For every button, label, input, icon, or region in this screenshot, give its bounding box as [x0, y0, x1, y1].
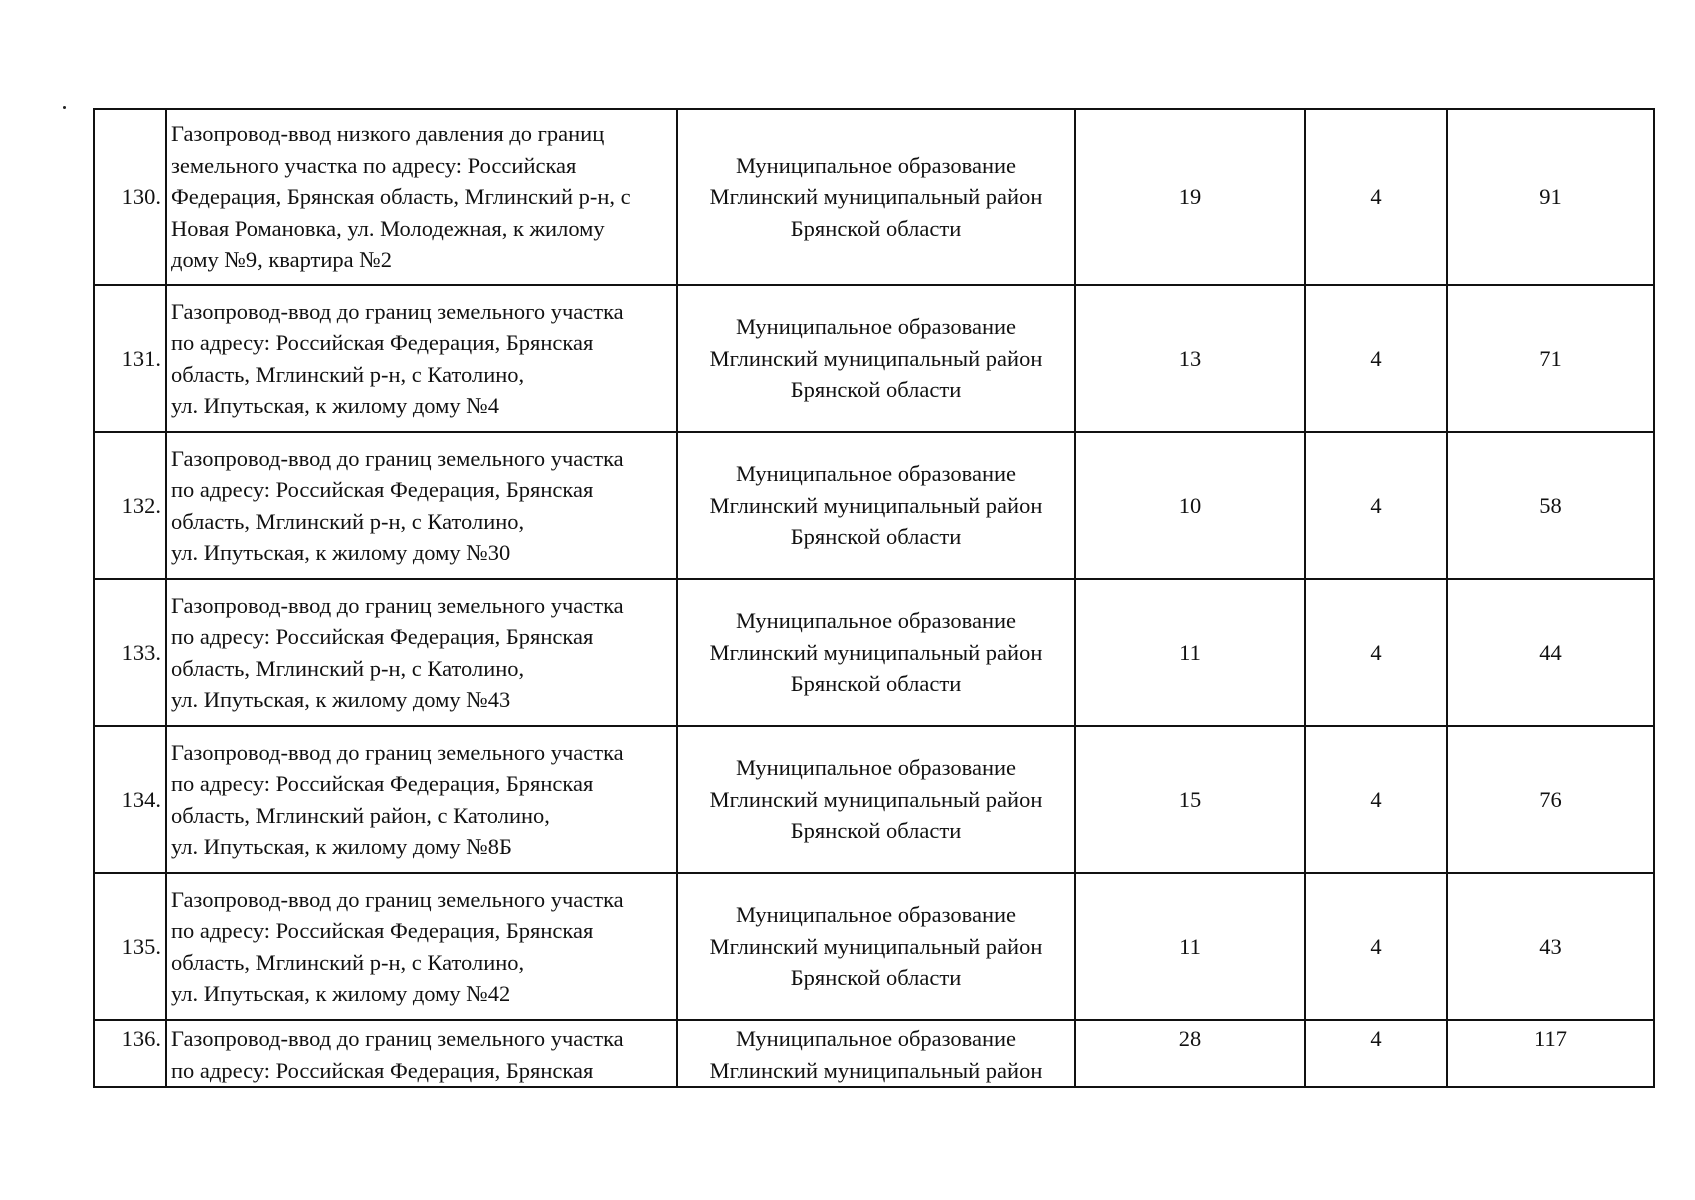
object-name-line: Газопровод-ввод низкого давления до границ [171, 121, 605, 147]
owner-line: Мглинский муниципальный район [709, 933, 1043, 959]
owner-cell [677, 109, 1075, 285]
row-number: 130. [94, 109, 166, 285]
owner-line: Муниципальное образование [735, 755, 1017, 781]
table-row [94, 432, 1654, 579]
owner-line: Муниципальное образование [735, 1026, 1017, 1051]
object-name-line: ул. Ипутьская, к жилому дому №4 [171, 393, 499, 418]
object-name-cell [166, 109, 677, 285]
object-name-line: ул. Ипутьская, к жилому дому №30 [171, 540, 511, 565]
value-2-cell: 4 [1305, 726, 1447, 873]
owner-line: Брянской области [790, 215, 962, 241]
value-2-cell: 4 [1305, 873, 1447, 1020]
object-name-line: по адресу: Российская Федерация, Брянская [171, 1057, 594, 1083]
gas-pipeline-registry-table [93, 108, 1655, 1088]
owner-line: Муниципальное образование [735, 902, 1017, 928]
row-number: 134. [94, 726, 166, 873]
value-3-cell: 76 [1447, 726, 1654, 873]
object-name-cell [166, 579, 677, 726]
object-name-cell [166, 1020, 677, 1087]
owner-cell [677, 285, 1075, 432]
object-name-line: область, Мглинский район, с Католино, [171, 802, 550, 828]
owner-line: Муниципальное образование [735, 314, 1017, 340]
row-number: 136. [94, 1020, 166, 1087]
object-name-line: Федерация, Брянская область, Мглинский р-н, с [171, 184, 631, 210]
table-row [94, 579, 1654, 726]
value-2-cell: 4 [1305, 579, 1447, 726]
object-name-line: дому №9, квартира №2 [171, 247, 393, 273]
object-name-line: область, Мглинский р-н, с Католино, [171, 361, 525, 387]
object-name-line: земельного участка по адресу: Российская [171, 152, 577, 178]
object-name-line: ул. Ипутьская, к жилому дому №42 [171, 981, 511, 1006]
object-name-line: Газопровод-ввод до границ земельного участка [171, 886, 624, 912]
value-3-cell: 43 [1447, 873, 1654, 1020]
value-3-cell: 117 [1447, 1020, 1654, 1087]
value-2-cell: 4 [1305, 1020, 1447, 1087]
object-name-line: ул. Ипутьская, к жилому дому №43 [171, 687, 511, 712]
table-row [94, 873, 1654, 1020]
row-number: 133. [94, 579, 166, 726]
table-row [94, 109, 1654, 285]
value-1-cell: 19 [1075, 109, 1305, 285]
object-name-line: по адресу: Российская Федерация, Брянская [171, 918, 594, 943]
value-2-cell: 4 [1305, 285, 1447, 432]
value-1-cell: 15 [1075, 726, 1305, 873]
value-2-cell: 4 [1305, 432, 1447, 579]
object-name-line: Газопровод-ввод до границ земельного участка [171, 298, 624, 324]
owner-line: Муниципальное образование [735, 608, 1017, 634]
value-1-cell: 10 [1075, 432, 1305, 579]
object-name-line: по адресу: Российская Федерация, Брянская [171, 771, 594, 796]
value-3-cell: 91 [1447, 109, 1654, 285]
table-row [94, 285, 1654, 432]
owner-cell [677, 1020, 1075, 1087]
value-3-cell: 58 [1447, 432, 1654, 579]
row-number: 131. [94, 285, 166, 432]
table-row [94, 726, 1654, 873]
value-1-cell: 11 [1075, 873, 1305, 1020]
table-row [94, 1020, 1654, 1087]
value-1-cell: 13 [1075, 285, 1305, 432]
object-name-cell [166, 285, 677, 432]
value-3-cell: 71 [1447, 285, 1654, 432]
object-name-line: Газопровод-ввод до границ земельного участка [171, 1026, 624, 1051]
owner-line: Мглинский муниципальный район [709, 492, 1043, 518]
object-name-line: по адресу: Российская Федерация, Брянская [171, 624, 594, 649]
owner-line: Муниципальное образование [735, 461, 1017, 487]
owner-cell [677, 873, 1075, 1020]
owner-line: Мглинский муниципальный район [709, 786, 1043, 812]
object-name-cell [166, 873, 677, 1020]
object-name-line: ул. Ипутьская, к жилому дому №8Б [171, 834, 512, 859]
object-name-line: Газопровод-ввод до границ земельного участка [171, 592, 624, 618]
owner-cell [677, 432, 1075, 579]
owner-line: Брянской области [790, 671, 962, 697]
value-1-cell: 28 [1075, 1020, 1305, 1087]
row-number: 132. [94, 432, 166, 579]
object-name-line: по адресу: Российская Федерация, Брянская [171, 330, 594, 355]
scan-speck [63, 106, 66, 109]
object-name-line: область, Мглинский р-н, с Католино, [171, 949, 525, 975]
object-name-line: Газопровод-ввод до границ земельного участка [171, 739, 624, 765]
owner-line: Брянской области [790, 965, 962, 991]
value-2-cell: 4 [1305, 109, 1447, 285]
row-number: 135. [94, 873, 166, 1020]
owner-line: Брянской области [790, 524, 962, 550]
owner-line: Мглинский муниципальный район [709, 1057, 1043, 1083]
owner-line: Мглинский муниципальный район [709, 345, 1043, 371]
value-3-cell: 44 [1447, 579, 1654, 726]
value-1-cell: 11 [1075, 579, 1305, 726]
owner-line: Брянской области [790, 818, 962, 844]
owner-cell [677, 579, 1075, 726]
object-name-line: Газопровод-ввод до границ земельного участка [171, 445, 624, 471]
object-name-line: область, Мглинский р-н, с Католино, [171, 655, 525, 681]
object-name-cell [166, 432, 677, 579]
owner-line: Мглинский муниципальный район [709, 184, 1043, 210]
object-name-line: область, Мглинский р-н, с Католино, [171, 508, 525, 534]
owner-line: Мглинский муниципальный район [709, 639, 1043, 665]
owner-line: Брянской области [790, 377, 962, 403]
object-name-line: Новая Романовка, ул. Молодежная, к жилому [171, 215, 605, 241]
object-name-cell [166, 726, 677, 873]
owner-line: Муниципальное образование [735, 152, 1017, 178]
owner-cell [677, 726, 1075, 873]
object-name-line: по адресу: Российская Федерация, Брянская [171, 477, 594, 502]
